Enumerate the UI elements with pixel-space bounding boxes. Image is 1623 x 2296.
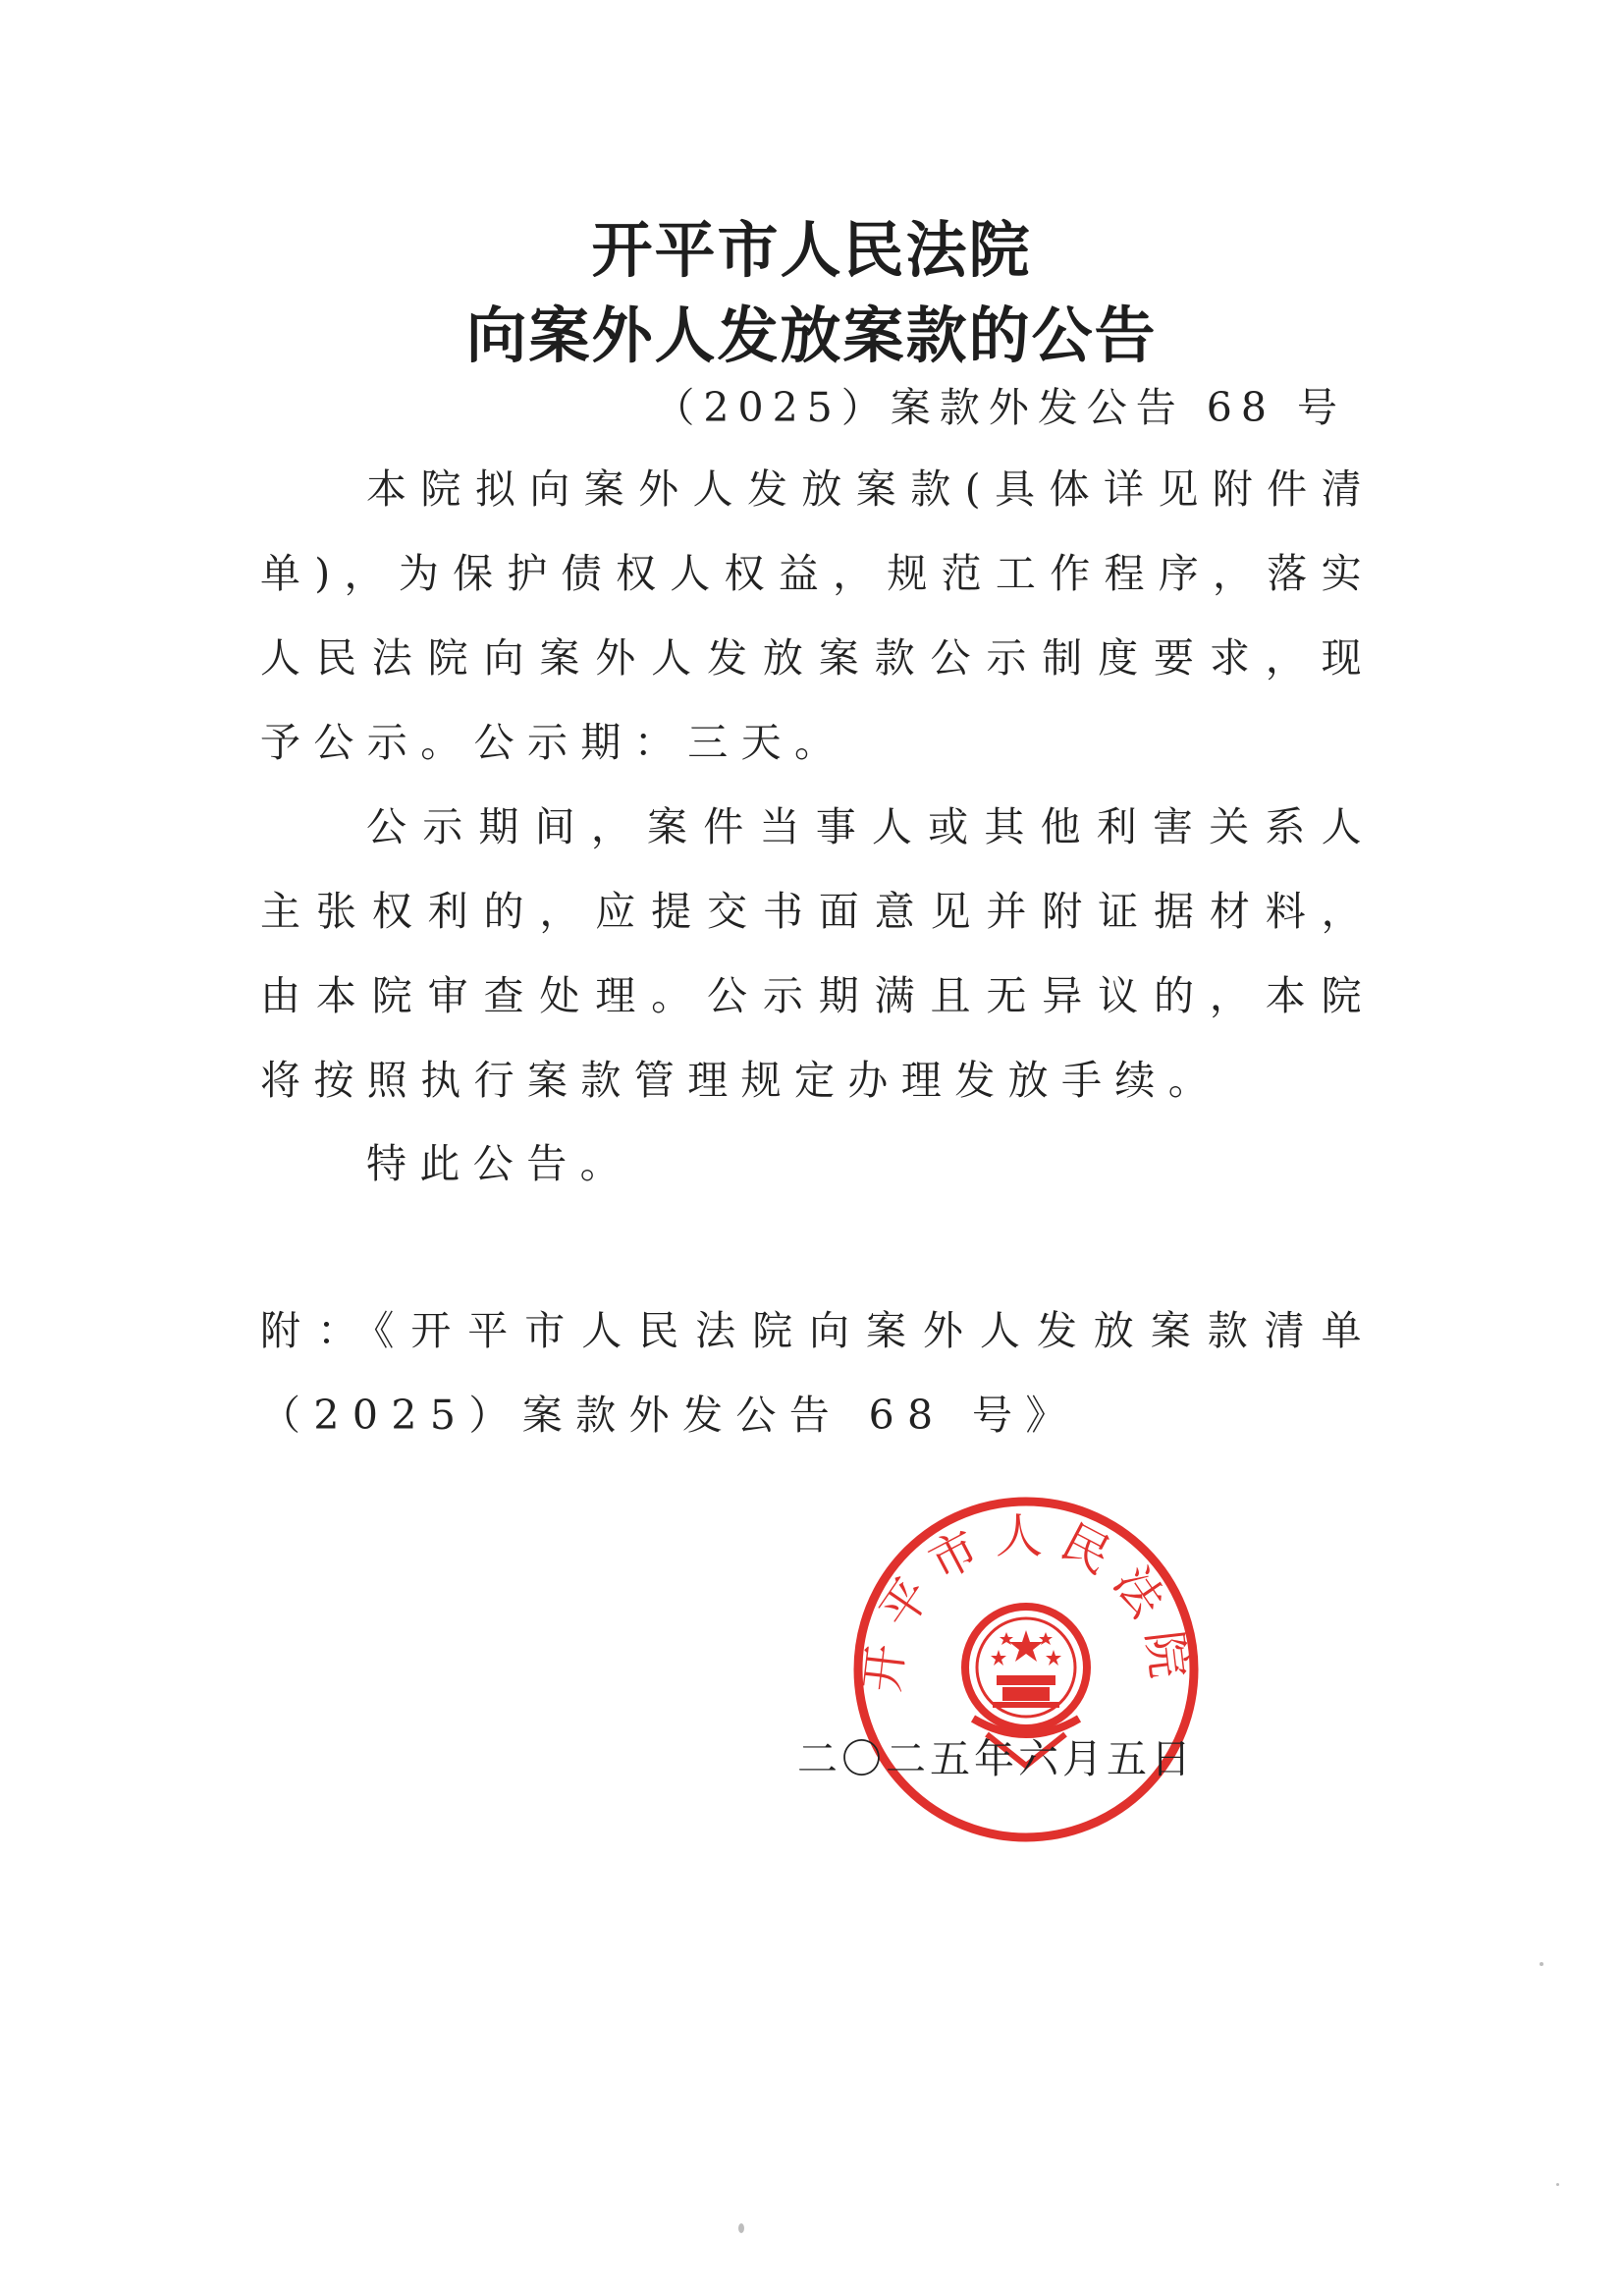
attachment-reference: 附：《开平市人民法院向案外人发放案款清单（2025）案款外发公告 68 号》 [260, 1307, 1375, 1439]
document-title-line-1: 开平市人民法院 [591, 214, 1032, 286]
scan-speck [738, 2223, 744, 2233]
seal-ring-text [855, 1508, 1198, 1694]
scan-speck [1556, 2183, 1559, 2186]
court-seal-stamp [849, 1493, 1203, 1846]
seal-ring-text-path: 开平市人民法院 [854, 1508, 1198, 1695]
body-paragraph-2: 公示期间，案件当事人或其他利害关系人主张权利的，应提交书面意见并附证据材料，由本院审查处理。公示期满且无异议的，本院将按照执行案款管理规定办理发放手续。 [260, 803, 1375, 1104]
body-paragraph-1: 本院拟向案外人发放案款(具体详见附件清单)，为保护债权人权益，规范工作程序，落实人民法院向案外人发放案款公示制度要求，现予公示。公示期：三天。 [260, 465, 1375, 766]
document-date: 二〇二五年六月五日 [797, 1735, 1195, 1782]
document-number: （2025）案款外发公告 68 号 [654, 384, 1346, 431]
document-title-line-2: 向案外人发放案款的公告 [465, 300, 1158, 371]
scan-speck [1540, 1962, 1543, 1966]
closing-statement: 特此公告。 [366, 1140, 633, 1187]
